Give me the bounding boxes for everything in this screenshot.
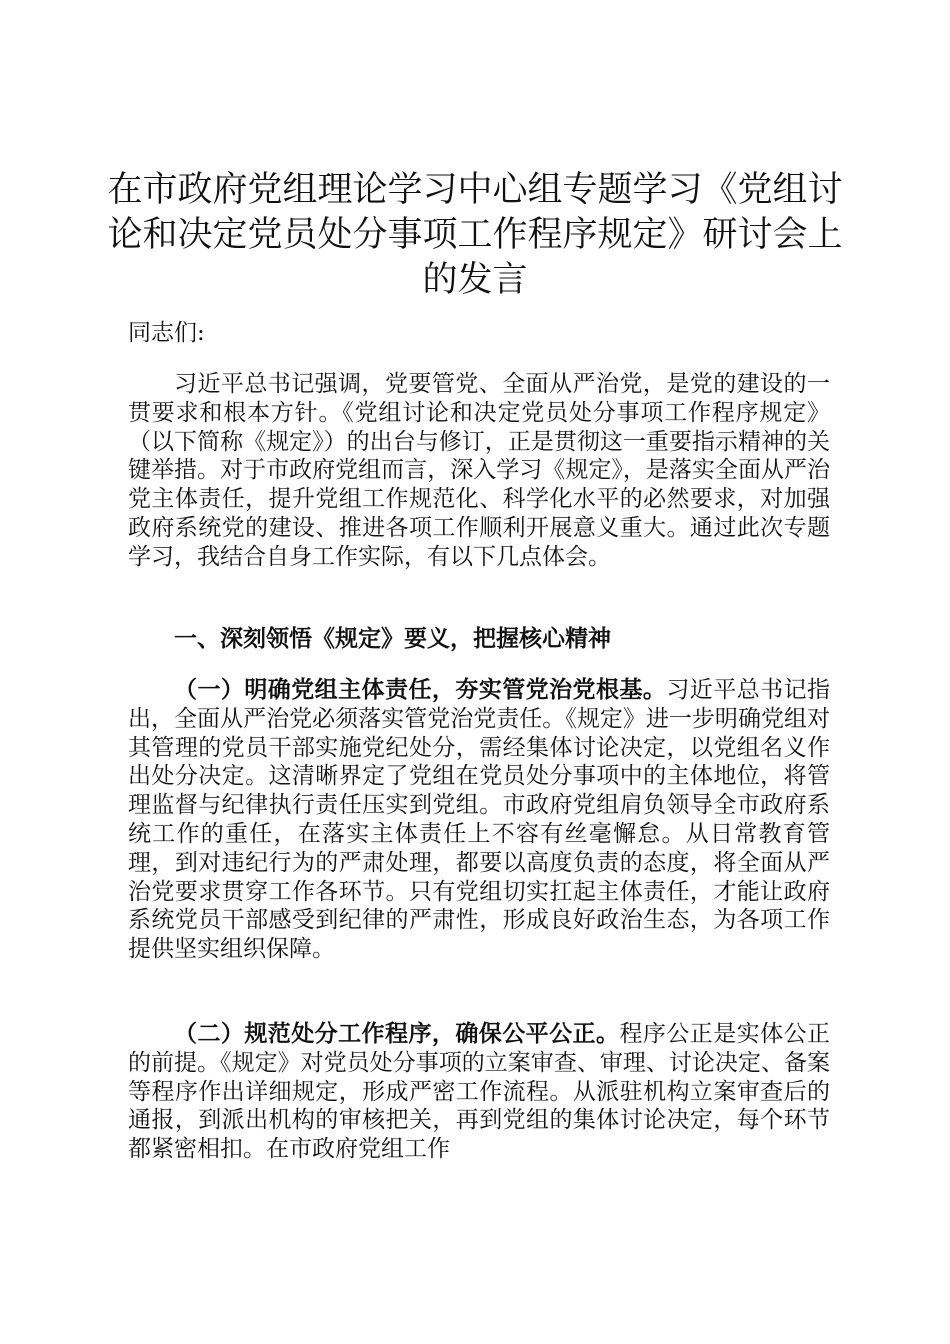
item-1-lead: （一）明确党组主体责任，夯实管党治党根基。 [174, 677, 667, 703]
section-1-heading: 一、深刻领悟《规定》要义，把握核心精神 [174, 626, 611, 652]
item-2-lead: （二）规范处分工作程序，确保公平公正。 [174, 1021, 620, 1047]
item-2-body: 程序公正是实体公正的前提。《规定》对党员处分事项的立案审查、审理、讨论决定、备案等程序作出详细规定，形成严密工作流程。从派驻机构立案审查后的通报，到派出机构的审核把关，再到党组的集体讨论决定，每个环节都紧密相扣。在市政府党组工作 [128, 1021, 831, 1163]
greeting: 同志们: [128, 320, 205, 346]
document-title: 在市政府党组理论学习中心组专题学习《党组讨论和决定党员处分事项工作程序规定》研讨会上的发言 [107, 170, 843, 300]
intro-paragraph: 习近平总书记强调，党要管党、全面从严治党，是党的建设的一贯要求和根本方针。《党组讨论和决定党员处分事项工作程序规定》（以下简称《规定》）的出台与修订，正是贯彻这一重要指示精神的关键举措。对于市政府党组而言，深入学习《规定》，是落实全面从严治党主体责任，提升党组工作规范化、科学化水平的必然要求，对加强政府系统党的建设、推进各项工作顺利开展意义重大。通过此次专题学习，我结合自身工作实际，有以下几点体会。 [128, 371, 830, 570]
item-1-body: 习近平总书记指出，全面从严治党必须落实管党治党责任。《规定》进一步明确党组对其管理的党员干部实施党纪处分，需经集体讨论决定，以党组名义作出处分决定。这清晰界定了党组在党员处分事项中的主体地位，将管理监督与纪律执行责任压实到党组。市政府党组肩负领导全市政府系统工作的重任，在落实主体责任上不容有丝毫懈怠。从日常教育管理，到对违纪行为的严肃处理，都要以高度负责的态度，将全面从严治党要求贯穿工作各环节。只有党组切实扛起主体责任，才能让政府系统党员干部感受到纪律的严肃性，形成良好政治生态，为各项工作提供坚实组织保障。 [128, 677, 831, 963]
section-1-item-1-paragraph [128, 676, 830, 964]
section-1-item-2-paragraph [128, 1020, 830, 1164]
